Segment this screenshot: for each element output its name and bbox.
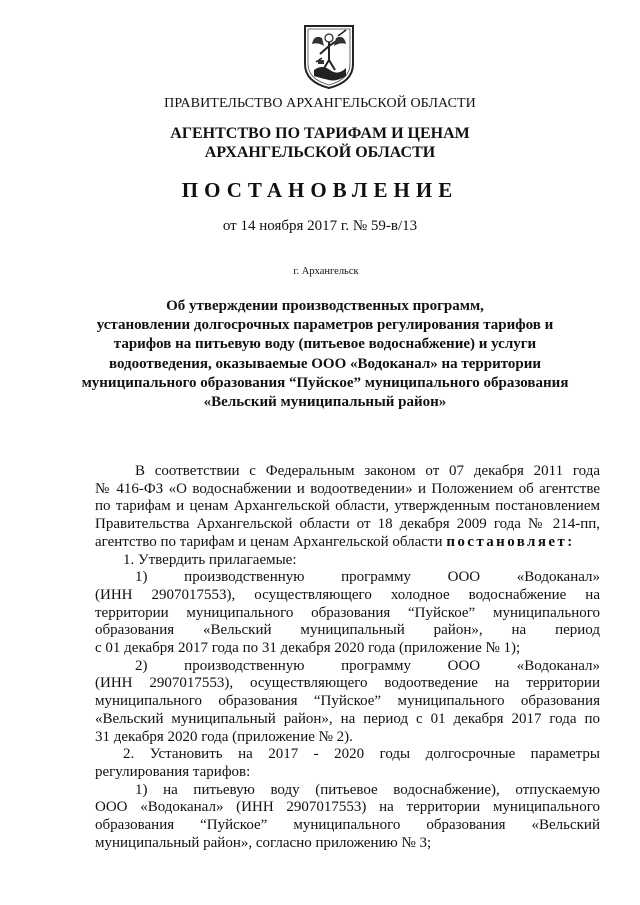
text-line: муниципального образования “Пуйское” муниципального образования bbox=[95, 693, 600, 710]
text-line: 2) производственную программу ООО «Водоканал» bbox=[135, 657, 600, 674]
text-line: В соответствии с Федеральным законом от 07 декабря 2011 года bbox=[135, 463, 600, 479]
text-line: территории муниципального образования “Пуйское” муниципального bbox=[95, 604, 600, 621]
item-1-1 bbox=[95, 569, 600, 658]
item-2 bbox=[95, 746, 600, 781]
text-line: 1) производственную программу ООО «Водоканал» bbox=[135, 569, 600, 586]
intro-last-text: агентство по тарифам и ценам Архангельской области bbox=[95, 533, 447, 550]
text-line: образования “Пуйское” муниципального образования «Вельский bbox=[95, 817, 600, 834]
text-line: регулирования тарифов: bbox=[95, 763, 251, 780]
government-name: ПРАВИТЕЛЬСТВО АРХАНГЕЛЬСКОЙ ОБЛАСТИ bbox=[164, 96, 476, 111]
document-body bbox=[95, 463, 600, 852]
document-city: г. Архангельск bbox=[293, 266, 359, 277]
arkhangelsk-coat-of-arms-icon bbox=[302, 24, 356, 90]
document-type: ПОСТАНОВЛЕНИЕ bbox=[181, 178, 459, 202]
text-line: (ИНН 2907017553), осуществляющего холодное водоснабжение на bbox=[95, 586, 600, 603]
resolves-word: постановляет: bbox=[446, 533, 575, 550]
agency-name bbox=[0, 124, 640, 162]
text-line: «Вельский муниципальный район», на период с 01 декабря 2017 года по bbox=[95, 710, 600, 727]
text-line: с 01 декабря 2017 года по 31 декабря 2020 года (приложение № 1); bbox=[95, 640, 521, 657]
item-1 bbox=[95, 552, 600, 570]
title-line: тарифов на питьевую воду (питьевое водоснабжение) и услуги bbox=[113, 336, 537, 353]
intro-paragraph bbox=[95, 463, 600, 552]
text-line: Правительства Архангельской области от 18 декабря 2009 года № 214-пп, bbox=[95, 516, 600, 533]
text-line: образования «Вельский муниципальный район», на период bbox=[95, 622, 600, 639]
title-line: установлении долгосрочных параметров регулирования тарифов и bbox=[96, 317, 554, 334]
document-title bbox=[60, 297, 590, 412]
text-line: по тарифам и ценам Архангельской области, утвержденным постановлением bbox=[95, 498, 600, 515]
text-line: ООО «Водоканал» (ИНН 2907017553) на территории муниципального bbox=[95, 799, 600, 816]
item-1-2 bbox=[95, 658, 600, 747]
text-line: 1. Утвердить прилагаемые: bbox=[123, 551, 297, 568]
title-line: Об утверждении производственных программ, bbox=[166, 298, 484, 314]
item-2-1 bbox=[95, 782, 600, 853]
document-date-number: от 14 ноября 2017 г. № 59-в/13 bbox=[222, 218, 418, 234]
text-line bbox=[95, 534, 600, 552]
text-line: муниципальный район», согласно приложению № 3; bbox=[95, 834, 432, 851]
title-line: «Вельский муниципальный район» bbox=[203, 394, 447, 411]
agency-name-line-1: АГЕНТСТВО ПО ТАРИФАМ И ЦЕНАМ bbox=[170, 125, 470, 142]
text-line: № 416-ФЗ «О водоснабжении и водоотведении» и Положением об агентстве bbox=[95, 480, 600, 497]
text-line: 1) на питьевую воду (питьевое водоснабжение), отпускаемую bbox=[135, 781, 600, 798]
title-line: водоотведения, оказываемые ООО «Водоканал» на территории bbox=[108, 355, 542, 372]
title-line: муниципального образования “Пуйское” муниципального образования bbox=[81, 374, 569, 391]
text-line: 2. Установить на 2017 - 2020 годы долгосрочные параметры bbox=[123, 746, 600, 763]
text-line: (ИНН 2907017553), осуществляющего водоотведение на территории bbox=[95, 675, 600, 692]
text-line: 31 декабря 2020 года (приложение № 2). bbox=[95, 728, 353, 745]
agency-name-line-2: АРХАНГЕЛЬСКОЙ ОБЛАСТИ bbox=[204, 144, 436, 161]
